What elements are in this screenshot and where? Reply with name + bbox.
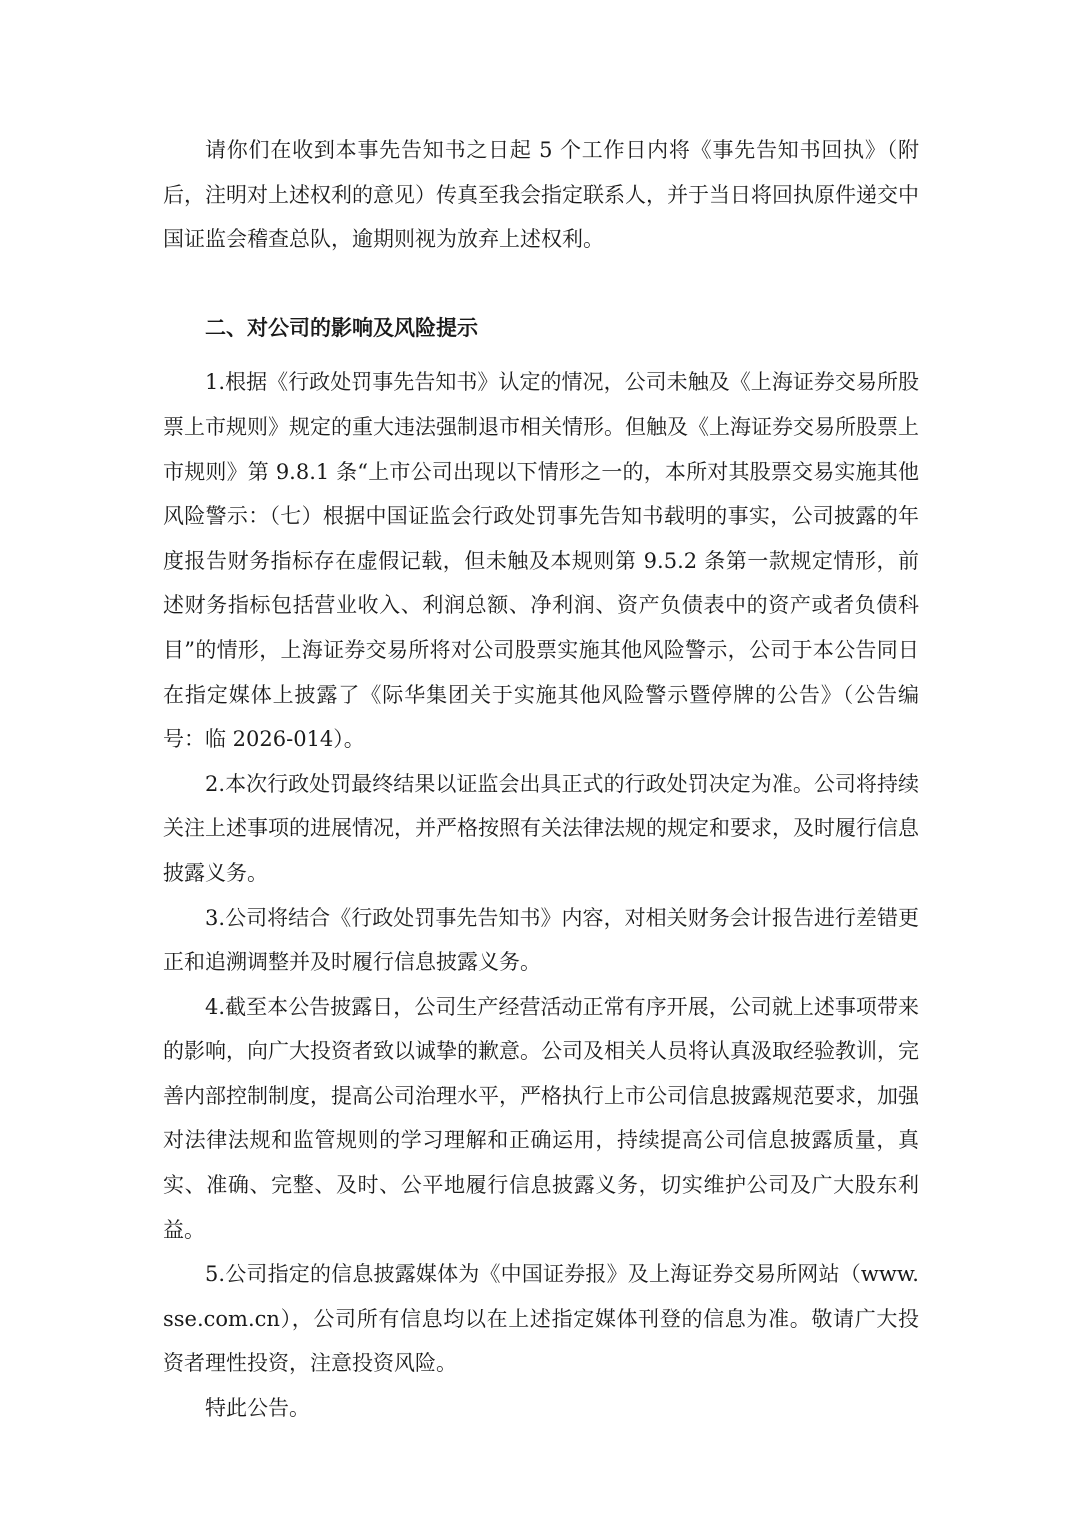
list-item: 2.本次行政处罚最终结果以证监会出具正式的行政处罚决定为准。公司将持续关注上述事项的进展情况，并严格按照有关法律法规的规定和要求，及时履行信息披露义务。	[163, 771, 919, 885]
list-item: 4.截至本公告披露日，公司生产经营活动正常有序开展，公司就上述事项带来的影响，向广大投资者致以诚挚的歉意。公司及相关人员将认真汲取经验教训，完善内部控制制度，提高公司治理水平，严格执行上市公司信息披露规范要求，加强对法律法规和监管规则的学习理解和正确运用，持续提高公司信息披露质量，真实、准确、完整、及时、公平地履行信息披露义务，切实维护公司及广大股东利益。	[163, 994, 919, 1242]
document-page	[163, 128, 919, 1431]
list-item: 1.根据《行政处罚事先告知书》认定的情况，公司未触及《上海证券交易所股票上市规则》规定的重大违法强制退市相关情形。但触及《上海证券交易所股票上市规则》第 9.8.1 条“上市公司出现以下情形之一的，本所对其股票交易实施其他风险警示：（七）根据中国证监会行政处罚事先告知书载明的事实，公司披露的年度报告财务指标存在虚假记载，但未触及本规则第 9.5.2 条第一款规定情形，前述财务指标包括营业收入、利润总额、净利润、资产负债表中的资产或者负债科目”的情形，上海证券交易所将对公司股票实施其他风险警示，公司于本公告同日在指定媒体上披露了《际华集团关于实施其他风险警示暨停牌的公告》（公告编号：临 2026-014）。	[163, 370, 919, 752]
section-gap	[163, 262, 919, 306]
section-gap	[163, 350, 919, 360]
list-item: 5.公司指定的信息披露媒体为《中国证券报》及上海证券交易所网站（www.sse.com.cn），公司所有信息均以在上述指定媒体刊登的信息为准。敬请广大投资者理性投资，注意投资风险。	[163, 1262, 919, 1376]
list-item: 3.公司将结合《行政处罚事先告知书》内容，对相关财务会计报告进行差错更正和追溯调整并及时履行信息披露义务。	[163, 905, 919, 975]
intro-paragraph: 请你们在收到本事先告知书之日起 5 个工作日内将《事先告知书回执》（附后，注明对上述权利的意见）传真至我会指定联系人，并于当日将回执原件递交中国证监会稽查总队，逾期则视为放弃上述权利。	[163, 138, 919, 252]
section-heading: 二、对公司的影响及风险提示	[205, 314, 478, 340]
closing-statement: 特此公告。	[205, 1396, 310, 1421]
